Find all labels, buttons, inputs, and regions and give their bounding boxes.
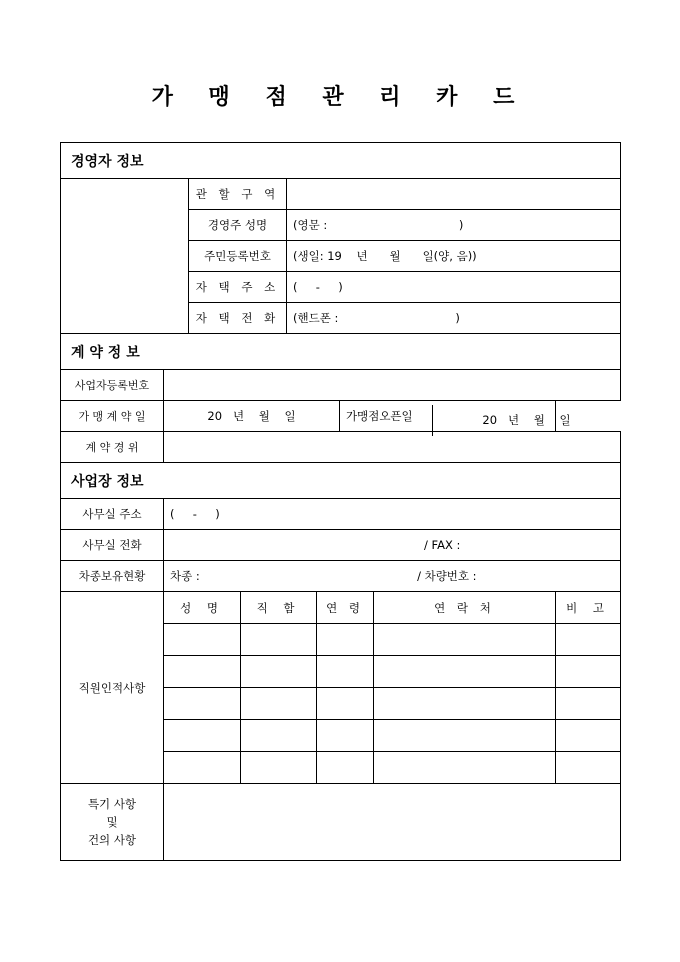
staff-cell[interactable] — [556, 752, 621, 784]
staff-cell[interactable] — [164, 688, 241, 720]
staff-cell[interactable] — [241, 624, 317, 656]
contract-history-field[interactable] — [164, 432, 621, 463]
owner-photo-cell — [61, 179, 189, 334]
owner-home-phone-field[interactable]: (핸드폰 : ) — [287, 303, 621, 334]
vehicle-field[interactable] — [164, 561, 621, 592]
staff-cell[interactable] — [556, 720, 621, 752]
owner-label-home-address: 자 택 주 소 — [189, 272, 287, 303]
notes-label-line-2: 및 — [106, 815, 118, 829]
staff-cell[interactable] — [374, 656, 556, 688]
staff-cell[interactable] — [164, 752, 241, 784]
staff-cell[interactable] — [164, 720, 241, 752]
biz-reg-field[interactable] — [164, 370, 621, 401]
vehicle-label: 차종보유현황 — [61, 561, 164, 592]
office-phone-field[interactable]: / FAX : — [164, 530, 621, 561]
owner-label-district: 관 할 구 역 — [189, 179, 287, 210]
join-date-field[interactable]: 20 년 월 일 — [164, 401, 340, 432]
notes-field[interactable] — [164, 784, 621, 861]
open-date-field[interactable]: 20 년 월 일 — [432, 405, 620, 436]
staff-header-contact: 연 락 처 — [374, 592, 556, 624]
join-date-label: 가 맹 계 약 일 — [61, 401, 164, 432]
staff-cell[interactable] — [164, 656, 241, 688]
vehicle-number: / 차량번호 : — [417, 569, 477, 583]
office-address-field[interactable]: ( - ) — [164, 499, 621, 530]
staff-cell[interactable] — [241, 656, 317, 688]
staff-cell[interactable] — [556, 656, 621, 688]
biz-reg-label: 사업자등록번호 — [61, 370, 164, 401]
staff-cell[interactable] — [317, 656, 374, 688]
page-title: 가 맹 점 관 리 카 드 — [151, 84, 529, 110]
staff-label: 직원인적사항 — [61, 592, 164, 784]
staff-cell[interactable] — [317, 688, 374, 720]
open-date-label: 가맹점오픈일 — [340, 401, 556, 432]
staff-header-name: 성 명 — [164, 592, 241, 624]
staff-cell[interactable] — [374, 720, 556, 752]
staff-cell[interactable] — [241, 688, 317, 720]
staff-cell[interactable] — [164, 624, 241, 656]
office-phone-label: 사무실 전화 — [61, 530, 164, 561]
staff-cell[interactable] — [374, 752, 556, 784]
staff-cell[interactable] — [374, 624, 556, 656]
notes-label-line-1: 특기 사항 — [87, 797, 137, 811]
staff-header-age: 연 령 — [317, 592, 374, 624]
owner-label-id-number: 주민등록번호 — [189, 241, 287, 272]
owner-name-field[interactable]: (영문 : ) — [287, 210, 621, 241]
owner-district-field[interactable] — [287, 179, 621, 210]
staff-header-remarks: 비 고 — [556, 592, 621, 624]
vehicle-type: 차종 : — [170, 569, 200, 583]
staff-cell[interactable] — [556, 624, 621, 656]
office-address-label: 사무실 주소 — [61, 499, 164, 530]
owner-label-name: 경영주 성명 — [189, 210, 287, 241]
staff-cell[interactable] — [317, 720, 374, 752]
staff-cell[interactable] — [241, 720, 317, 752]
owner-home-address-field[interactable]: ( - ) — [287, 272, 621, 303]
staff-cell[interactable] — [317, 752, 374, 784]
staff-cell[interactable] — [556, 688, 621, 720]
staff-header-title: 직 함 — [241, 592, 317, 624]
owner-label-home-phone: 자 택 전 화 — [189, 303, 287, 334]
staff-cell[interactable] — [317, 624, 374, 656]
notes-label — [61, 784, 164, 861]
site-section-header: 사업장 정보 — [61, 463, 621, 499]
contract-history-label: 계 약 경 위 — [61, 432, 164, 463]
management-card-table — [60, 142, 621, 861]
owner-section-header: 경영자 정보 — [61, 143, 621, 179]
staff-cell[interactable] — [374, 688, 556, 720]
owner-id-field[interactable]: (생일: 19 년 월 일(양, 음)) — [287, 241, 621, 272]
staff-cell[interactable] — [241, 752, 317, 784]
contract-section-header: 계 약 정 보 — [61, 334, 621, 370]
notes-label-line-3: 건의 사항 — [87, 833, 137, 847]
